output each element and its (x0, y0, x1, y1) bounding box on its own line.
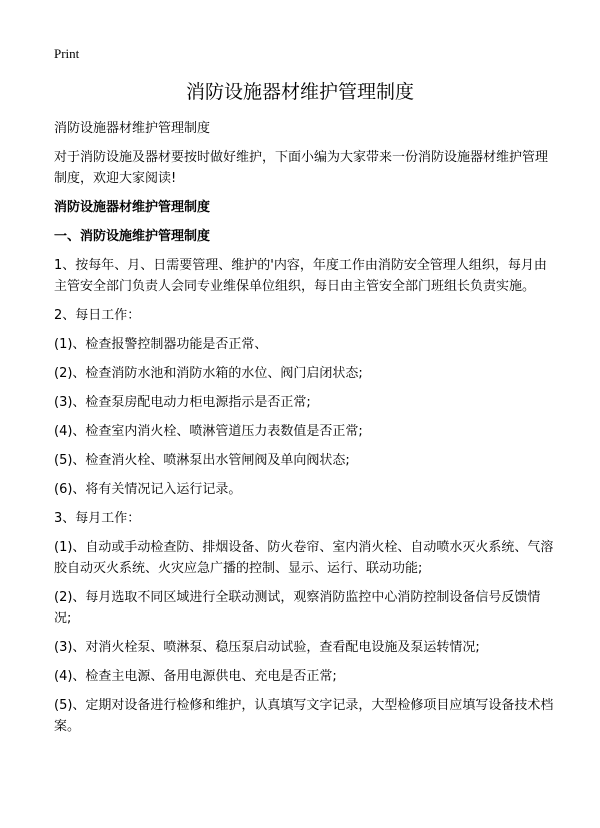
section-heading: 一、消防设施维护管理制度 (54, 229, 211, 244)
list-item: (5)、定期对设备进行检修和维护，认真填写文字记录，大型检修项目应填写设备技术档案。 (54, 698, 554, 734)
paragraph: 消防设施器材维护管理制度 (54, 121, 211, 136)
list-item: (1)、自动或手动检查防、排烟设备、防火卷帘、室内消火栓、自动喷水灭火系统、气溶胶自动灭火系统、火灾应急广播的控制、显示、运行、联动功能; (54, 540, 554, 576)
list-item: (2)、每月选取不同区域进行全联动测试，观察消防监控中心消防控制设备信号反馈情况; (54, 590, 541, 626)
list-item: (4)、检查室内消火栓、喷淋管道压力表数值是否正常; (54, 424, 363, 439)
document-title: 消防设施器材维护管理制度 (185, 81, 414, 103)
list-item: (1)、检查报警控制器功能是否正常、 (54, 337, 268, 352)
list-item: (4)、检查主电源、备用电源供电、充电是否正常; (54, 669, 337, 684)
list-item: (5)、检查消火栓、喷淋泵出水管闸阀及单向阀状态; (54, 453, 350, 468)
document-body (54, 118, 554, 745)
paragraph: 对于消防设施及器材要按时做好维护，下面小编为大家带来一份消防设施器材维护管理制度，欢迎大家阅读! (54, 150, 549, 186)
paragraph: 3、每月工作： (54, 511, 141, 526)
list-item: (6)、将有关情况记入运行记录。 (54, 482, 242, 497)
section-heading: 消防设施器材维护管理制度 (54, 200, 211, 215)
print-link[interactable]: Print (54, 46, 80, 61)
paragraph: 2、每日工作： (54, 308, 141, 323)
list-item: (2)、检查消防水池和消防水箱的水位、阀门启闭状态; (54, 366, 363, 381)
paragraph: 1、按每年、月、日需要管理、维护的'内容，年度工作由消防安全管理人组织，每月由主管安全部门负责人会同专业维保单位组织，每日由主管安全部门班组长负责实施。 (54, 258, 547, 294)
list-item: (3)、检查泵房配电动力柜电源指示是否正常; (54, 395, 311, 410)
list-item: (3)、对消火栓泵、喷淋泵、稳压泵启动试验，查看配电设施及泵运转情况; (54, 640, 480, 655)
